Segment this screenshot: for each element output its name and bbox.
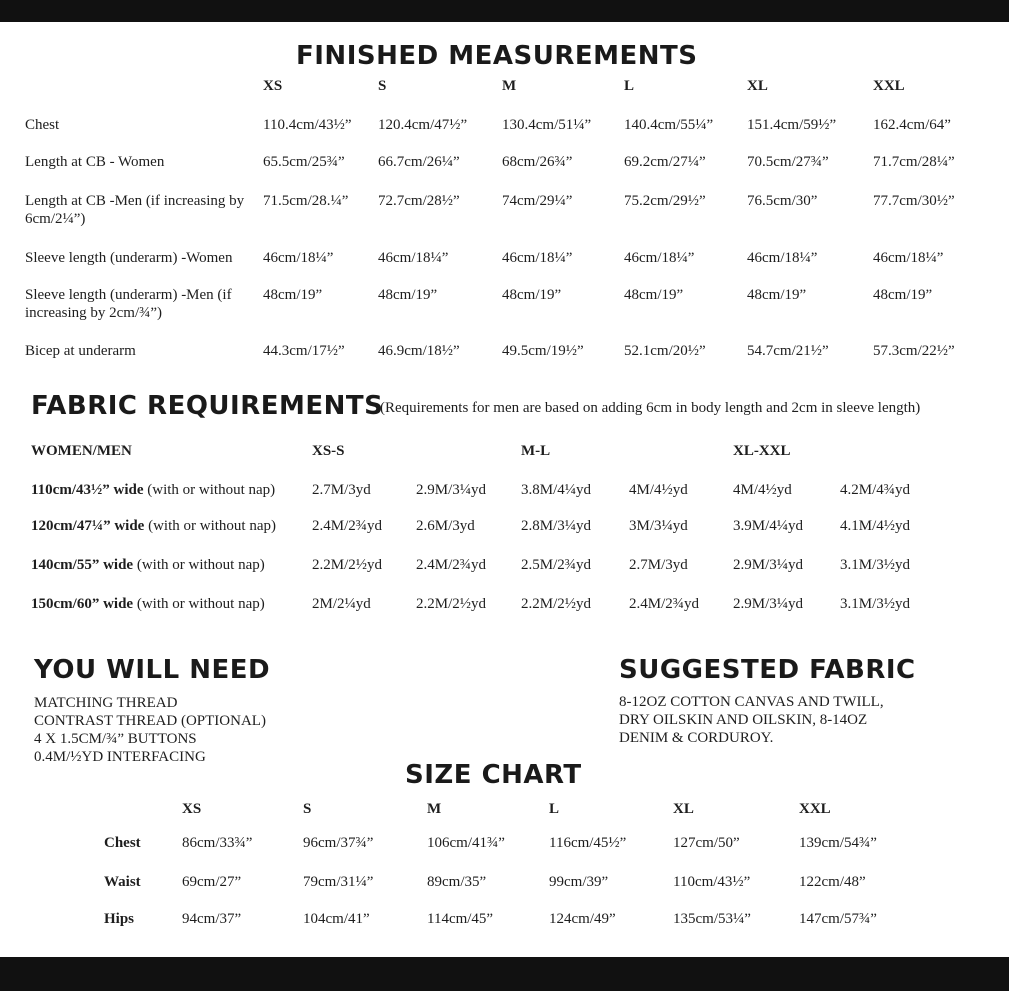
fm-cell: 69.2cm/27¼” [624, 154, 706, 170]
fr-cell: 2.2M/2½yd [312, 557, 383, 573]
fm-size-header: XL [747, 78, 768, 94]
suggested-fabric-line: DRY OILSKIN AND OILSKIN, 8-14OZ [619, 712, 868, 728]
fm-cell: 74cm/29¼” [502, 193, 573, 209]
fm-row-label: Length at CB - Women [25, 154, 165, 170]
fm-cell: 130.4cm/51¼” [502, 117, 592, 133]
sc-size-header: M [427, 801, 442, 817]
sc-cell: 96cm/37¾” [303, 835, 374, 851]
sc-cell: 127cm/50” [673, 835, 740, 851]
fr-nap: (with or without nap) [144, 518, 276, 534]
sc-size-header: XS [182, 801, 202, 817]
sc-row-label: Chest [104, 835, 141, 851]
fr-cell: 2.4M/2¾yd [416, 557, 487, 573]
fr-cell: 2.4M/2¾yd [629, 596, 700, 612]
sc-row-label: Hips [104, 911, 135, 927]
fm-cell: 71.5cm/28.¼” [263, 193, 349, 209]
sc-cell: 139cm/54¾” [799, 835, 877, 851]
you-will-need-title: YOU WILL NEED [34, 655, 271, 685]
size-chart-title: SIZE CHART [405, 760, 582, 790]
sc-cell: 79cm/31¼” [303, 874, 374, 890]
fm-cell: 46cm/18¼” [624, 250, 695, 266]
fm-cell: 46.9cm/18½” [378, 343, 460, 359]
sc-row-label: Waist [104, 874, 141, 890]
list-item: CONTRAST THREAD (OPTIONAL) [34, 713, 266, 729]
fr-cell: 2.2M/2½yd [521, 596, 592, 612]
fm-cell: 48cm/19” [624, 287, 684, 303]
fr-row-label [31, 595, 265, 613]
sc-cell: 94cm/37” [182, 911, 242, 927]
fm-cell: 46cm/18¼” [263, 250, 334, 266]
fr-row-label [31, 556, 265, 574]
sc-cell: 99cm/39” [549, 874, 609, 890]
fm-size-header: M [502, 78, 517, 94]
fr-cell: 3.1M/3½yd [840, 596, 911, 612]
fr-cell: 2.5M/2¾yd [521, 557, 592, 573]
suggested-fabric-line: DENIM & CORDUROY. [619, 730, 774, 746]
sc-size-header: XL [673, 801, 694, 817]
sc-cell: 116cm/45½” [549, 835, 627, 851]
fm-row-label: Sleeve length (underarm) -Men (if increasing by 2cm/¾”) [25, 287, 232, 321]
sc-cell: 122cm/48” [799, 874, 866, 890]
fm-cell: 72.7cm/28½” [378, 193, 460, 209]
fr-size-group: XS-S [312, 443, 345, 459]
fm-cell: 76.5cm/30” [747, 193, 818, 209]
fm-cell: 70.5cm/27¾” [747, 154, 829, 170]
fm-size-header: XS [263, 78, 283, 94]
suggested-fabric-line: 8-12OZ COTTON CANVAS AND TWILL, [619, 694, 884, 710]
fr-cell: 2M/2¼yd [312, 596, 371, 612]
sc-cell: 110cm/43½” [673, 874, 751, 890]
fm-cell: 57.3cm/22½” [873, 343, 955, 359]
fm-cell: 110.4cm/43½” [263, 117, 352, 133]
fm-cell: 46cm/18¼” [378, 250, 449, 266]
sc-size-header: XXL [799, 801, 831, 817]
fabric-requirements-note: (Requirements for men are based on adding 6cm in body length and 2cm in sleeve length) [380, 400, 921, 416]
list-item: 0.4M/½YD INTERFACING [34, 749, 206, 765]
list-item: MATCHING THREAD [34, 695, 178, 711]
fm-cell: 52.1cm/20½” [624, 343, 706, 359]
sc-cell: 135cm/53¼” [673, 911, 751, 927]
sc-cell: 114cm/45” [427, 911, 494, 927]
fr-cell: 2.8M/3¼yd [521, 518, 592, 534]
fm-size-header: S [378, 78, 387, 94]
fm-cell: 120.4cm/47½” [378, 117, 468, 133]
fm-cell: 48cm/19” [378, 287, 438, 303]
fr-nap: (with or without nap) [133, 557, 265, 573]
fr-row-label [31, 481, 275, 499]
fm-cell: 48cm/19” [747, 287, 807, 303]
sc-cell: 106cm/41¾” [427, 835, 505, 851]
fr-cell: 4M/4½yd [733, 482, 792, 498]
fm-cell: 65.5cm/25¾” [263, 154, 345, 170]
fr-width: 120cm/47¼” wide [31, 518, 145, 534]
fr-width: 150cm/60” wide [31, 596, 134, 612]
fr-cell: 2.9M/3¼yd [416, 482, 487, 498]
fr-cell: 2.9M/3¼yd [733, 557, 804, 573]
fm-cell: 46cm/18¼” [873, 250, 944, 266]
fr-cell: 4M/4½yd [629, 482, 688, 498]
bottom-bar [0, 957, 1009, 991]
fr-cell: 2.7M/3yd [312, 482, 371, 498]
fm-cell: 151.4cm/59½” [747, 117, 837, 133]
fr-cell: 2.7M/3yd [629, 557, 688, 573]
sc-size-header: L [549, 801, 560, 817]
top-bar [0, 0, 1009, 22]
sc-cell: 69cm/27” [182, 874, 242, 890]
fm-row-label: Sleeve length (underarm) -Women [25, 250, 233, 266]
fm-row-label: Chest [25, 117, 60, 133]
suggested-fabric-title: SUGGESTED FABRIC [619, 655, 916, 685]
sc-cell: 104cm/41” [303, 911, 370, 927]
finished-measurements-title: FINISHED MEASUREMENTS [296, 41, 698, 71]
fm-size-header: XXL [873, 78, 905, 94]
fm-cell: 49.5cm/19½” [502, 343, 584, 359]
fr-size-group: XL-XXL [733, 443, 791, 459]
sc-size-header: S [303, 801, 312, 817]
fr-cell: 3.1M/3½yd [840, 557, 911, 573]
fm-cell: 66.7cm/26¼” [378, 154, 460, 170]
fr-cell: 2.2M/2½yd [416, 596, 487, 612]
sc-cell: 147cm/57¾” [799, 911, 877, 927]
fm-cell: 46cm/18¼” [502, 250, 573, 266]
fm-cell: 75.2cm/29½” [624, 193, 706, 209]
list-item: 4 X 1.5CM/¾” BUTTONS [34, 731, 197, 747]
fr-size-group: M-L [521, 443, 551, 459]
fm-cell: 48cm/19” [873, 287, 933, 303]
fm-cell: 140.4cm/55¼” [624, 117, 714, 133]
fm-cell: 44.3cm/17½” [263, 343, 345, 359]
fm-cell: 46cm/18¼” [747, 250, 818, 266]
fr-cell: 2.9M/3¼yd [733, 596, 804, 612]
fr-cell: 3M/3¼yd [629, 518, 688, 534]
fr-nap: (with or without nap) [143, 482, 276, 498]
fm-size-header: L [624, 78, 635, 94]
fr-cell: 2.4M/2¾yd [312, 518, 383, 534]
fr-cell: 4.1M/4½yd [840, 518, 911, 534]
fabric-requirements-title: FABRIC REQUIREMENTS [31, 391, 384, 421]
sc-cell: 124cm/49” [549, 911, 616, 927]
sc-cell: 86cm/33¾” [182, 835, 253, 851]
fr-width: 140cm/55” wide [31, 557, 134, 573]
fm-cell: 71.7cm/28¼” [873, 154, 955, 170]
fr-cell: 2.6M/3yd [416, 518, 475, 534]
fm-row-label: Bicep at underarm [25, 343, 136, 359]
fm-cell: 48cm/19” [263, 287, 323, 303]
fr-nap: (with or without nap) [133, 596, 265, 612]
fm-cell: 68cm/26¾” [502, 154, 573, 170]
fr-cell: 4.2M/4¾yd [840, 482, 911, 498]
fr-cell: 3.8M/4¼yd [521, 482, 592, 498]
fr-width: 110cm/43½” wide [31, 482, 144, 498]
fm-cell: 48cm/19” [502, 287, 562, 303]
fm-cell: 77.7cm/30½” [873, 193, 955, 209]
fr-cell: 3.9M/4¼yd [733, 518, 804, 534]
fm-cell: 162.4cm/64” [873, 117, 951, 133]
sc-cell: 89cm/35” [427, 874, 487, 890]
fm-cell: 54.7cm/21½” [747, 343, 829, 359]
fm-row-label: Length at CB -Men (if increasing by 6cm/2¼”) [25, 193, 245, 227]
fr-row-label [31, 517, 276, 535]
fr-header-label: WOMEN/MEN [31, 443, 132, 459]
